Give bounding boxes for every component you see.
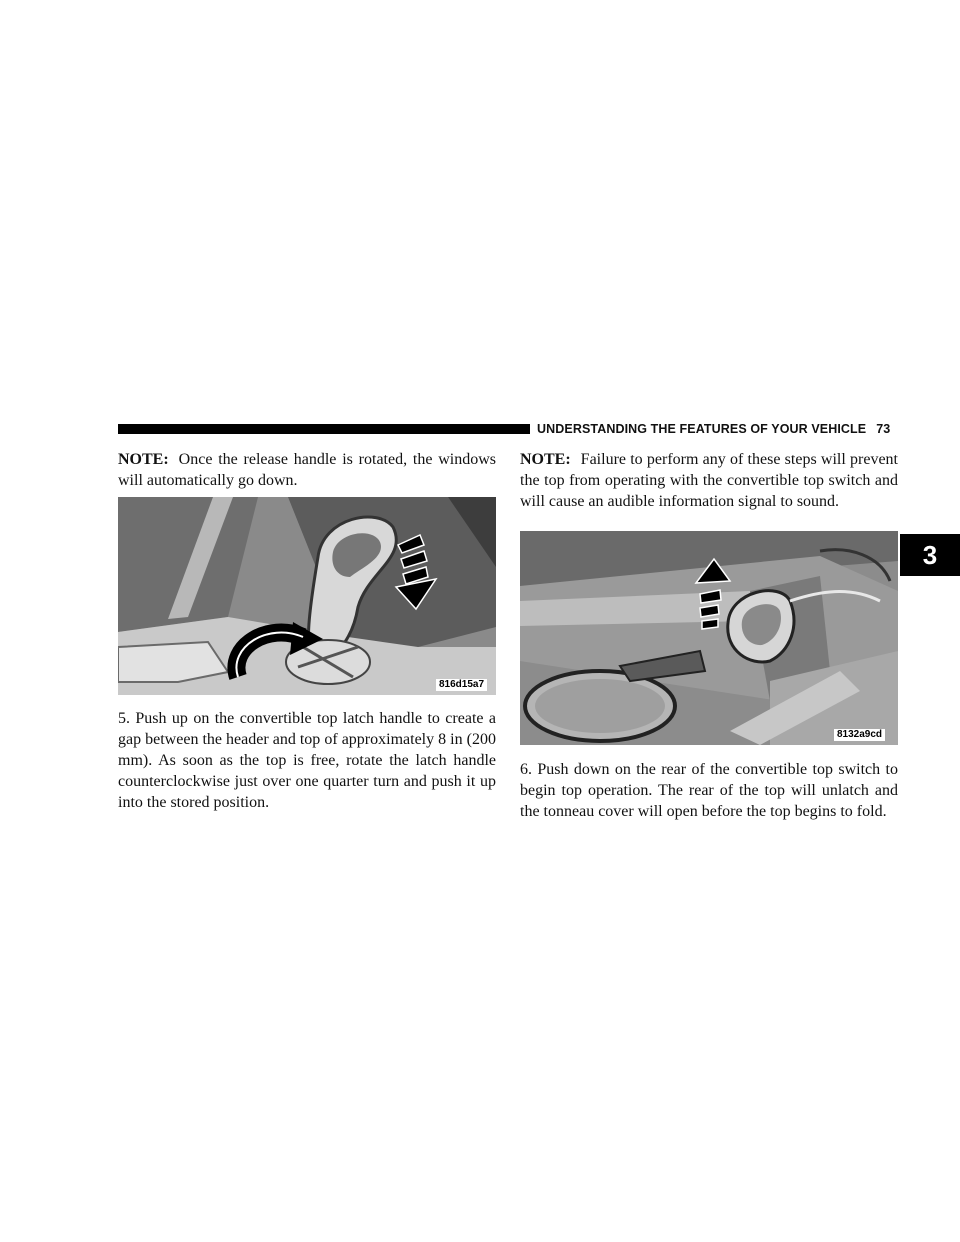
left-note xyxy=(118,449,496,491)
header-rule xyxy=(118,424,530,434)
latch-handle-figure xyxy=(118,497,496,695)
figure-code: 816d15a7 xyxy=(436,679,487,691)
right-step xyxy=(520,759,898,822)
chapter-tab: 3 xyxy=(900,534,960,576)
note-label: NOTE: xyxy=(118,451,169,468)
right-note xyxy=(520,449,898,512)
figure-code: 8132a9cd xyxy=(834,729,885,741)
top-switch-illustration xyxy=(520,531,898,745)
section-title: UNDERSTANDING THE FEATURES OF YOUR VEHICLE xyxy=(537,422,867,436)
latch-handle-illustration xyxy=(118,497,496,695)
running-header xyxy=(537,421,890,437)
page-number: 73 xyxy=(876,422,891,436)
note-label: NOTE: xyxy=(520,451,571,468)
note-text: Once the release handle is rotated, the windows will automatically go down. xyxy=(118,451,496,489)
note-text: Failure to perform any of these steps will prevent the top from operating with the convertible top switch and will cause an audible information signal to sound. xyxy=(520,451,898,510)
step-6-text: 6. Push down on the rear of the convertible top switch to begin top operation. The rear of the top will unlatch and the tonneau cover will open before the top begins to fold. xyxy=(520,761,898,820)
step-5-text: 5. Push up on the convertible top latch handle to create a gap between the header and top of approximately 8 in (200 mm). As soon as the top is free, rotate the latch handle counterclockwise just over one quarter turn and push it up into the stored position. xyxy=(118,710,496,811)
top-switch-figure xyxy=(520,531,898,745)
left-step xyxy=(118,708,496,813)
